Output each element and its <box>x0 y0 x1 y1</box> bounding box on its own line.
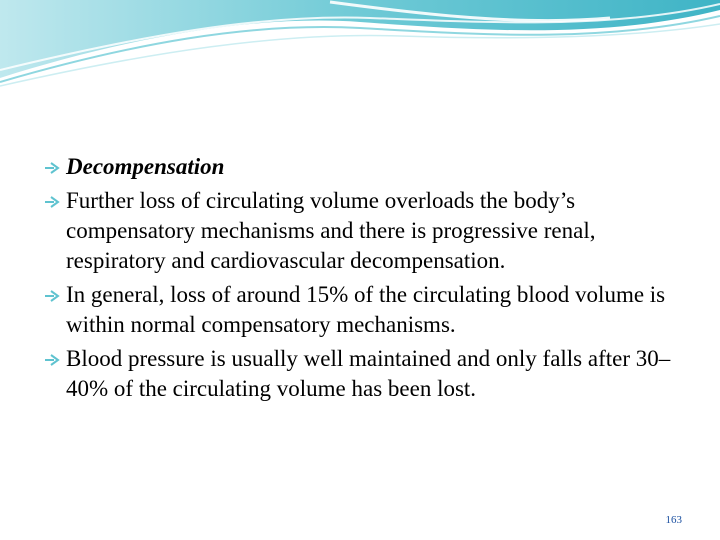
arrow-bullet-icon <box>44 195 60 209</box>
bullet-item <box>44 186 694 276</box>
arrow-bullet-icon <box>44 353 60 367</box>
bullet-item <box>44 280 694 340</box>
bullet-item <box>44 344 694 404</box>
heading-text: Decompensation <box>66 154 225 179</box>
arrow-bullet-icon <box>44 289 60 303</box>
bullet-text: In general, loss of around 15% of the circulating blood volume is within normal compensatory mechanisms. <box>66 282 666 337</box>
page-number: 163 <box>665 514 682 526</box>
bullet-text: Further loss of circulating volume overloads the body’s compensatory mechanisms and there is progressive renal, respiratory and cardiovascular decompensation. <box>66 188 596 273</box>
header-wave-decoration <box>0 0 720 90</box>
heading-bullet <box>44 152 694 182</box>
bullet-text: Blood pressure is usually well maintained and only falls after 30–40% of the circulating volume has been lost. <box>66 346 671 401</box>
arrow-bullet-icon <box>44 161 60 175</box>
slide-content <box>44 152 694 408</box>
